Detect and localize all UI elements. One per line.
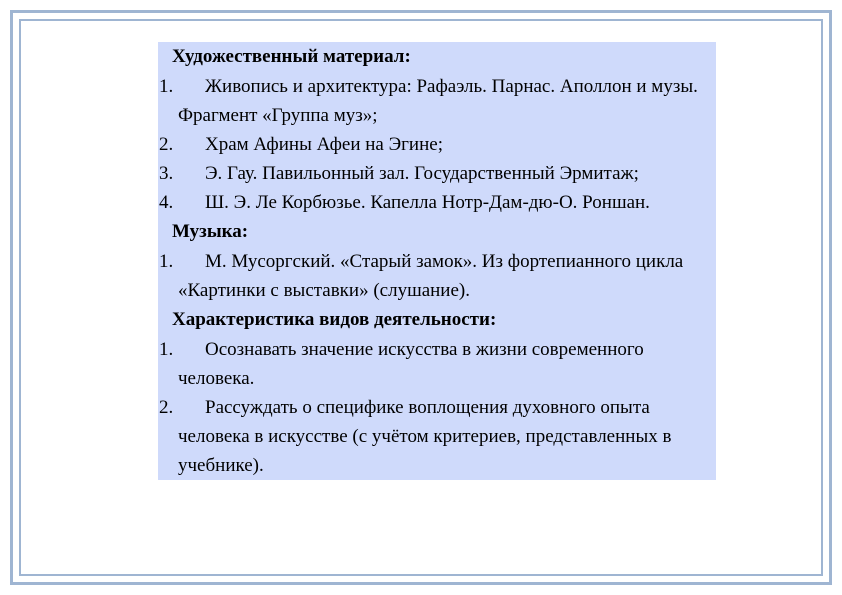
list-item-text: Ш. Э. Ле Корбюзье. Капелла Нотр-Дам-дю-О. Роншан. <box>205 192 650 213</box>
list-item <box>158 393 716 480</box>
list-item <box>158 72 716 130</box>
list-item <box>158 159 716 188</box>
list-item-number: 1. <box>159 251 174 272</box>
list-item-number: 1. <box>159 76 174 97</box>
slide-text-block <box>158 42 716 480</box>
list-item <box>158 130 716 159</box>
list-item-text: Рассуждать о специфике воплощения духовного опыта человека в искусстве (с учётом критериев, представленных в учебнике). <box>178 397 672 476</box>
list-item-text: Живопись и архитектура: Рафаэль. Парнас. Аполлон и музы. Фрагмент «Группа муз»; <box>178 76 698 126</box>
list-item-text: М. Мусоргский. «Старый замок». Из фортепианного цикла «Картинки с выставки» (слушание). <box>178 251 684 301</box>
section-heading-music: Музыка: <box>158 217 716 247</box>
list-item-text: Осознавать значение искусства в жизни современного человека. <box>178 339 644 389</box>
list-item <box>158 335 716 393</box>
list-item-number: 1. <box>159 339 174 360</box>
list-item-text: Э. Гау. Павильонный зал. Государственный Эрмитаж; <box>205 163 639 184</box>
list-item-number: 4. <box>159 192 174 213</box>
section-heading-activities: Характеристика видов деятельности: <box>158 305 716 335</box>
section-heading-art-material: Художественный материал: <box>158 42 716 72</box>
list-item-number: 2. <box>159 134 174 155</box>
list-item <box>158 188 716 217</box>
list-item-number: 3. <box>159 163 174 184</box>
list-item-number: 2. <box>159 397 174 418</box>
list-item-text: Храм Афины Афеи на Эгине; <box>205 134 443 155</box>
list-item <box>158 247 716 305</box>
